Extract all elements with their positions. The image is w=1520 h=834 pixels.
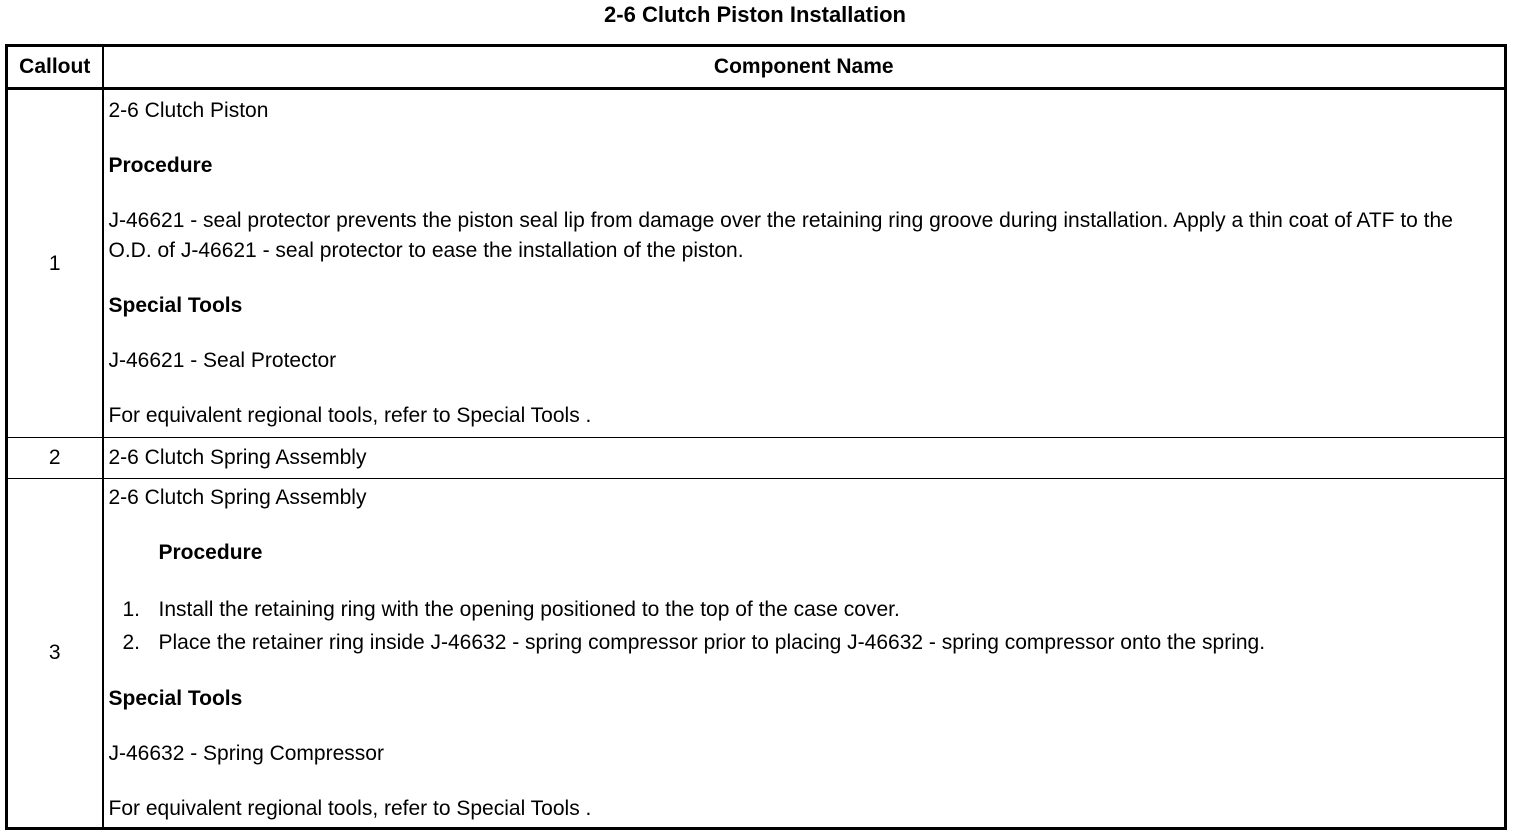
table-row (7, 438, 1506, 479)
step-number: 1. (122, 597, 141, 621)
table-header-row (7, 46, 1506, 89)
procedure-text: J-46621 - seal protector prevents the piston seal lip from damage over the retaining ring groove during installation. Apply a thin coat of ATF to the O.D. of J-46621 - seal protector to ease the installation of the piston. (108, 209, 1453, 262)
components-table (5, 44, 1507, 830)
component-name: 2-6 Clutch Spring Assembly (108, 485, 367, 509)
table-row (7, 89, 1506, 438)
step-number: 2. (122, 630, 141, 654)
callout-number: 1 (7, 89, 103, 438)
callout-column-header: Callout (7, 46, 103, 89)
document-title: 2-6 Clutch Piston Installation (604, 2, 906, 27)
special-tools-heading: Special Tools (108, 294, 243, 317)
table-row (7, 479, 1506, 829)
procedure-step (109, 626, 1497, 659)
special-tool-item: J-46621 - Seal Protector (108, 349, 337, 372)
step-text: Install the retaining ring with the opening positioned to the top of the case cover. (158, 597, 900, 621)
component-cell (103, 438, 1506, 479)
component-name: 2-6 Clutch Piston (108, 99, 269, 122)
component-cell (103, 479, 1506, 829)
component-name-column-header: Component Name (103, 46, 1506, 89)
procedure-heading: Procedure (158, 540, 263, 564)
component-cell (103, 89, 1506, 438)
procedure-steps (109, 593, 1497, 659)
callout-number: 2 (7, 438, 103, 479)
equivalent-tools-note: For equivalent regional tools, refer to Special Tools . (108, 404, 592, 427)
step-text: Place the retainer ring inside J-46632 - spring compressor prior to placing J-46632 - spring compressor onto the spring. (158, 630, 1266, 654)
special-tool-item: J-46632 - Spring Compressor (108, 741, 384, 765)
equivalent-tools-note: For equivalent regional tools, refer to Special Tools . (108, 796, 592, 820)
component-name: 2-6 Clutch Spring Assembly (108, 446, 367, 469)
procedure-heading: Procedure (108, 154, 213, 177)
special-tools-heading: Special Tools (108, 686, 243, 710)
callout-number: 3 (7, 479, 103, 829)
procedure-step (109, 593, 1497, 626)
